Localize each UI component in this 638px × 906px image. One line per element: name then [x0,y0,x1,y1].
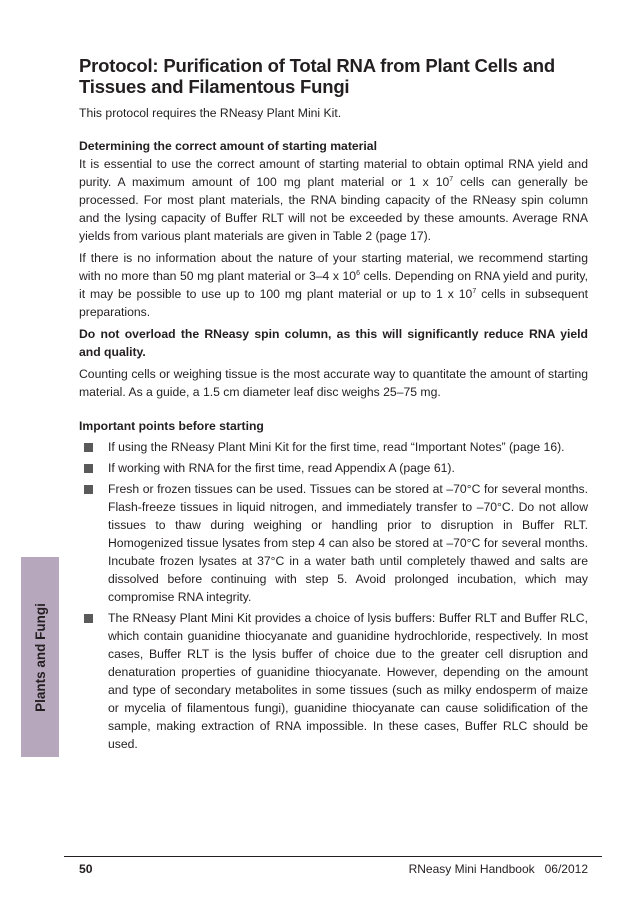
list-item: If working with RNA for the first time, read Appendix A (page 61). [79,459,588,477]
paragraph-max-amount: It is essential to use the correct amount of starting material to obtain optimal RNA yield and purity. A maximum amount of 100 mg plant material or 1 x $10^7$ cells can generally be processed. For most plant materials, the RNA binding capacity of the RNeasy spin column and the lysing capacity of Buffer RLT will not be exceeded by these amounts. Average RNA yields from various plant materials are given in Table 2 (page 17). [79,157,588,243]
side-tab [21,557,59,757]
section-important-points [79,417,588,753]
main-content [79,55,588,753]
footer-divider [64,856,602,857]
page-number: 50 [79,862,93,876]
section-starting-material [79,137,588,401]
list-item: If using the RNeasy Plant Mini Kit for the first time, read “Important Notes” (page 16). [79,438,588,456]
square-bullet-icon [84,614,93,623]
paragraph-counting: Counting cells or weighing tissue is the most accurate way to quantitate the amount of starting material. As a guide, a 1.5 cm diameter leaf disc weighs 25–75 mg. [79,367,588,399]
paragraph-recommendation: If there is no information about the nature of your starting material, we recommend starting with no more than 50 mg plant material or 3–4 x $10^6$ cells. Depending on RNA yield and purity, it may be possible to use up to 100 mg plant material or up to 1 x $10^7$ cells in subsequent preparations. [79,251,589,319]
section-heading: Important points before starting [79,419,264,433]
overload-warning: Do not overload the RNeasy spin column, as this will significantly reduce RNA yield and quality. [79,327,588,359]
square-bullet-icon [84,464,93,473]
list-item: The RNeasy Plant Mini Kit provides a choice of lysis buffers: Buffer RLT and Buffer RLC, which contain guanidine thiocyanate and guanidine hydrochloride, respectively. In most cases, Buffer RLT is the lysis buffer of choice due to the greater cell disruption and denaturation properties of guanidine thiocyanate. However, depending on the amount and type of secondary metabolites in some tissues (such as milky endosperm of maize or mycelia of filamentous fungi), guanidine thiocyanate can cause solidification of the sample, making extraction of RNA impossible. In these cases, Buffer RLC should be used. [79,609,588,753]
square-bullet-icon [84,443,93,452]
important-points-list [79,438,588,753]
section-heading: Determining the correct amount of starting material [79,139,377,153]
list-item: Fresh or frozen tissues can be used. Tissues can be stored at –70°C for several months. Flash-freeze tissues in liquid nitrogen, and immediately transfer to –70°C. Do not allow tissues to thaw during weighing or handling prior to disruption in Buffer RLT. Homogenized tissue lysates from step 4 can also be stored at –70°C for several months. Incubate frozen lysates at 37°C in a water bath until completely thawed and salts are dissolved before continuing with step 5. Avoid prolonged incubation, which may compromise RNA integrity. [79,480,588,606]
side-tab-label: Plants and Fungi [32,602,48,712]
page-title: Protocol: Purification of Total RNA from Plant Cells and Tissues and Filamentous Fungi [79,55,555,97]
footer-title: RNeasy Mini Handbook 06/2012 [408,862,588,876]
intro-text: This protocol requires the RNeasy Plant Mini Kit. [79,106,342,120]
square-bullet-icon [84,485,93,494]
